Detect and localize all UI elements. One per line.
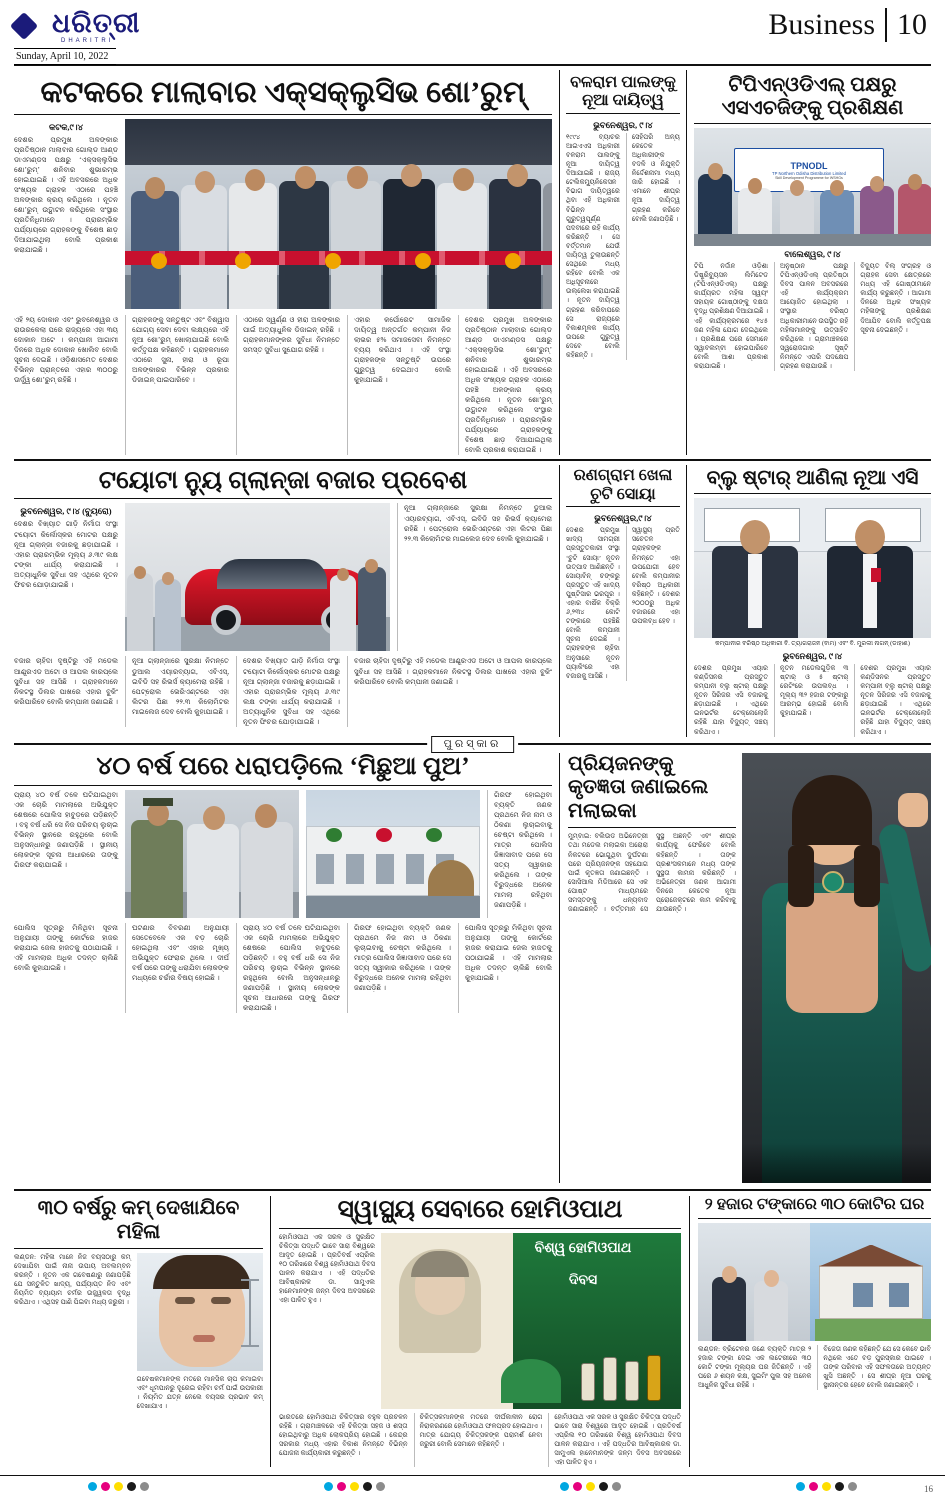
homeopathy-poster (381, 1233, 681, 1409)
blustar-col1: ଦେଶର ପ୍ରମୁଖ ଏୟାର କଣ୍ଡିସନର ପ୍ରସ୍ତୁତ କମ୍ପାନୀ ବ୍ଲୁ ଷ୍ଟାର୍ ପକ୍ଷରୁ ନୂତନ ସିରିଜର ଏସି ବଜାରକୁ ଛଡ଼ାଯାଇଛି । ଏଥିରେ ଇନଭର୍ଟର ଟେକ୍ନୋଲୋଜି ରହିଛି ଯାହା ବିଦ୍ୟୁତ୍ ସଞ୍ଚୟ କରିଥାଏ । (694, 664, 769, 736)
beauty-photo-face (137, 1253, 263, 1371)
dot-group-1 (88, 1482, 149, 1491)
second-zone (14, 465, 931, 736)
balaram-headline: ବଳରାମ ପାଲଙ୍କୁ ନୂଆ ଦାୟିତ୍ୱ (570, 74, 676, 110)
house-story (690, 1196, 931, 1468)
lead-dateline: କଟକ,୯।୪ (48, 121, 84, 132)
third-zone (14, 753, 931, 1183)
blustar-col2: ନୂତନ ମଡେଲଗୁଡ଼ିକ ୩ ଷ୍ଟାର୍ ଓ ୫ ଷ୍ଟାର୍ ରେଟିଂରେ ଉପଲବ୍ଧ । ମୂଲ୍ୟ ୩୨ ହଜାର ଟଙ୍କାରୁ ଆରମ୍ଭ ହୋଇଛି ବୋଲି କୁହାଯାଇଛି । (774, 664, 848, 737)
tpnodl-col3: ବିଦ୍ୟୁତ ବିଲ୍ ସଂଗ୍ରହ ଓ ଗ୍ରାହକ ସେବା କ୍ଷେତ୍ରରେ ମଧ୍ୟ ଏହି ଗୋଷ୍ଠୀମାନେ କାର୍ଯ୍ୟ କରୁଛନ୍ତି । ଆଗାମୀ ଦିନରେ ଅଧିକ ସଂଖ୍ୟକ ମହିଳାଙ୍କୁ ପ୍ରଶିକ୍ଷଣ ଦିଆଯିବ ବୋଲି କର୍ତ୍ତୃପକ୍ଷ ସୂଚନା ଦେଇଛନ୍ତି । (854, 262, 931, 371)
lead-photo-ribbon-cutting (125, 119, 552, 309)
lead-headline: କଟକରେ ମାଲାବାର ଏକ୍ସକ୍ଲୁସିଭ ଶୋ’ରୁମ୍ (40, 76, 526, 109)
homeopathy-poster-line1: ବିଶ୍ୱ ହୋମିଓପାଥ (534, 1240, 632, 1256)
dot-group-3 (560, 1482, 621, 1491)
malaika-photo (742, 753, 931, 1183)
tpnodl-col1: ଟିପି ନର୍ଦ୍ଦାନ ଓଡ଼ିଶା ଡିଷ୍ଟ୍ରିବ୍ୟୁସନ ଲିମିଟେଡ (ଟିପିଏନ୍ଓଡିଏଲ୍) ପକ୍ଷରୁ କାର୍ଯ୍ୟରତ ମହିଳା ସ୍ୱୟଂ ସହାୟକ ଗୋଷ୍ଠୀଙ୍କୁ ଦକ୍ଷତା ବୃଦ୍ଧି ପ୍ରଶିକ୍ଷଣ ଦିଆଯାଇଛି । ଏହି କାର୍ଯ୍ୟକ୍ରମରେ ୧୪୫ ଜଣ ମହିଳା ଯୋଗ ଦେଇଥିଲେ । ପ୍ରଶିକ୍ଷଣ ପରେ ସେମାନେ ସ୍ୱାବଲମ୍ବୀ ହୋଇପାରିବେ ବୋଲି ଆଶା ପ୍ରକାଶ କରାଯାଇଛି । (694, 263, 769, 371)
toyota-col2: ନୂଆ ଗ୍ଲାନ୍ଜାରେ ସୁରକ୍ଷା ନିମନ୍ତେ ଡୁଆଲ ଏୟାରବ୍ୟାଗ, ଏବିଏସ୍, ଇବିଡି ସହ ରିଭର୍ସ କ୍ୟାମେରା ରହିଛି । ପେଟ୍ରୋଲ ଭେରିଏଣ୍ଟରେ ଏହା ଲିଟର ପିଛା ୨୨.୩ କିଲୋମିଟର ମାଇଲେଜ ଦେବ ବୋଲି କୁହାଯାଇଛି । (397, 503, 552, 651)
thief-photo-building (306, 790, 480, 918)
ranagrama-col1: ଦେଶର ପ୍ରମୁଖ ଖାଦ୍ୟ ସାମଗ୍ରୀ ପ୍ରସ୍ତୁତକାରୀ ସଂସ୍ଥା ‘ଚୁଟି ସୋୟା’ ନୂତନ ଉତ୍ପାଦ ଆଣିଛନ୍ତି । ସୋୟାବିନ୍ ଚଙ୍କରୁ ପ୍ରସ୍ତୁତ ଏହି ଖାଦ୍ୟ ପୁଷ୍ଟିସାର ଭରପୂର । ଏହାର ବାର୍ଷିକ ବିକ୍ରି ୬,୨୩୪ କୋଟି ଟଙ୍କାରେ ପହଞ୍ଚିଛି ବୋଲି କମ୍ପାନୀ ସୂଚନା ଦେଇଛି । ଗ୍ରାହକଙ୍କ ଚାହିଦା ଅନୁସାରେ ନୂତନ ପ୍ୟାକିଂରେ ଏହା ବଜାରକୁ ଆସିଛି । (566, 527, 620, 680)
masthead-rule (14, 64, 931, 66)
logo-subtext: DHARITRI (61, 38, 114, 44)
house-photo (698, 1223, 931, 1341)
publication-date: Sunday, April 10, 2022 (14, 48, 116, 65)
homeopathy-headline: ସ୍ୱାସ୍ଥ୍ୟ ସେବାରେ ହୋମିଓପାଥ (337, 1195, 623, 1223)
malaika-headline: ପ୍ରିୟଜନଙ୍କୁ କୃତଜ୍ଞତା ଜଣାଇଲେ ମଲାଇକା (568, 752, 709, 822)
balaram-col1: ୧୯୯୪ ବ୍ୟାଚର ଆଇଏଏସ ଅଧିକାରୀ ବଳରାମ ପାଲଙ୍କୁ ନୂଆ ଦାୟିତ୍ୱ ଦିଆଯାଇଛି । ରାଜ୍ୟ ଟେଲିକମ୍ୟୁନିକେସନ ବିଭାଗ ଦାୟିତ୍ୱରେ ଥିବା ଏହି ଅଧିକାରୀ ବିଭିନ୍ନ ଗୁରୁତ୍ୱପୂର୍ଣ୍ଣ ପଦବୀରେ ରହି କାର୍ଯ୍ୟ କରିଛନ୍ତି । ସେ ବର୍ତ୍ତମାନ ଯେଉଁ ଦାୟିତ୍ୱ ତୁଲାଉଛନ୍ତି ସେଥିରେ ମଧ୍ୟ ରହିବେ ବୋଲି ଏକ ଅଧିସୂଚନାରେ ଉଲ୍ଲେଖ କରାଯାଇଛି । ନୂତନ ଦାୟିତ୍ୱ ଗ୍ରହଣ କରିବାପରେ ସେ ରାଜ୍ୟରେ ବିକାଶମୂଳକ କାର୍ଯ୍ୟ ଉପରେ ଗୁରୁତ୍ୱ ଦେବେ ବୋଲି କହିଛନ୍ତି । (566, 133, 620, 360)
toyota-col6: ବଜାର ଚାହିଦା ଦୃଷ୍ଟିରୁ ଏହି ମଡେଲ ଆଣ୍ଡ୍ରଏଡ ଅଟୋ ଓ ଆପଲ କାରପ୍ଲେ ସୁବିଧା ସହ ଆସିଛି । ଗ୍ରାହକମାନେ ନିକଟସ୍ଥ ଡିଲର ପାଖରେ ଏହାର ବୁକିଂ କରିପାରିବେ ବୋଲି କମ୍ପାନୀ ଜଣାଇଛି । (347, 656, 552, 726)
fourth-zone (14, 1196, 931, 1468)
toyota-col4: ନୂଆ ଗ୍ଲାନ୍ଜାରେ ସୁରକ୍ଷା ନିମନ୍ତେ ଡୁଆଲ ଏୟାରବ୍ୟାଗ, ଏବିଏସ୍, ଇବିଡି ସହ ରିଭର୍ସ କ୍ୟାମେରା ରହିଛି । ପେଟ୍ରୋଲ ଭେରିଏଣ୍ଟରେ ଏହା ଲିଟର ପିଛା ୨୨.୩ କିଲୋମିଟର ମାଇଲେଜ ଦେବ ବୋଲି କୁହାଯାଇଛି । (125, 656, 229, 726)
homeopathy-col3: ଚିକିତ୍ସକମାନଙ୍କ ମତରେ ଦୀର୍ଘକାଳୀନ ରୋଗ ନିରାକରଣରେ ହୋମିଓପାଥ ଫଳପ୍ରଦ ହୋଇଥାଏ । ମାତ୍ର ଯୋଗ୍ୟ ଚିକିତ୍ସକଙ୍କ ପରାମର୍ଶ ନେବା ଜରୁରୀ ବୋଲି ସେମାନେ କହିଛନ୍ତି । (414, 1413, 543, 1468)
toyota-photo-car (125, 503, 390, 651)
toyota-col5: ଦେଶର ବିଖ୍ୟାତ ଗାଡ଼ି ନିର୍ମାତା ସଂସ୍ଥା ଟୟୋଟା କିର୍ଲୋସ୍କର ମୋଟର ପକ୍ଷରୁ ନୂଆ ଗ୍ଲାନ୍ଜା ବଜାରକୁ ଛଡ଼ାଯାଇଛି । ଏହାର ପ୍ରାରମ୍ଭିକ ମୂଲ୍ୟ ୬.୩୯ ଲକ୍ଷ ଟଙ୍କା ଧାର୍ଯ୍ୟ କରାଯାଇଛି । ଅତ୍ୟାଧୁନିକ ସୁବିଧା ସହ ଏଥିରେ ନୂତନ ଫିଚର ଯୋଡ଼ାଯାଇଛି । (236, 656, 340, 726)
tpnodl-headline: ଟିପିଏନ୍ଓଡିଏଲ୍ ପକ୍ଷରୁ ଏସଏଚଜିଙ୍କୁ ପ୍ରଶିକ୍ଷଣ (721, 74, 904, 119)
ranagrama-headline: ରଣଗ୍ରାମ ଖେଳା ଚୁଟି ସୋୟା (573, 467, 673, 503)
house-col1: ଲଣ୍ଡନ: ବ୍ରିଟେନର ଜଣେ ବ୍ୟକ୍ତି ମାତ୍ର ୨ ହଜାର ଟଙ୍କା ଦେଇ ଏକ ଲଟେରୀରେ ୩୦ କୋଟି ଟଙ୍କା ମୂଲ୍ୟର ଘର ଜିତିଛନ୍ତି । ଏହି ଘରେ ୬ ଶୟନ କକ୍ଷ, ସୁଇମିଂ ପୁଲ ସହ ଅନେକ ଆଧୁନିକ ସୁବିଧା ରହିଛି । (698, 1345, 812, 1389)
toyota-headline: ଟୟୋଟା ନ୍ୟୁ ଗ୍ଲାନ୍ଜା ବଜାର ପ୍ରବେଶ (98, 467, 468, 495)
section-header (768, 8, 931, 42)
tpnodl-col2: ଅନୁଷ୍ଠାନ ପକ୍ଷରୁ ଟିପିଏନ୍ଓଡିଏଲ୍ ପ୍ରତିଷ୍ଠା ଦିବସ ପାଳନ ଅବସରରେ ଏହି କାର୍ଯ୍ୟକ୍ରମ ଆୟୋଜିତ ହୋଇଥିଲା । ସଂସ୍ଥାର ବରିଷ୍ଠ ଅଧିକାରୀମାନେ ଉପସ୍ଥିତ ରହି ମହିଳାମାନଙ୍କୁ ଉତ୍ସାହିତ କରିଥିଲେ । ଗ୍ରାମାଞ୍ଚଳରେ ସ୍ୱରୋଜଗାର ସୃଷ୍ଟି ନିମନ୍ତେ ଏପରି ପଦକ୍ଷେପ ଗ୍ରହଣ କରାଯାଉଛି । (774, 262, 848, 371)
toyota-col1: ଦେଶର ବିଖ୍ୟାତ ଗାଡ଼ି ନିର୍ମାତା ସଂସ୍ଥା ଟୟୋଟା କିର୍ଲୋସ୍କର ମୋଟର ପକ୍ଷରୁ ନୂଆ ଗ୍ଲାନ୍ଜା ବଜାରକୁ ଛଡ଼ାଯାଇଛି । ଏହାର ପ୍ରାରମ୍ଭିକ ମୂଲ୍ୟ ୬.୩୯ ଲକ୍ଷ ଟଙ୍କା ଧାର୍ଯ୍ୟ କରାଯାଇଛି । ଅତ୍ୟାଧୁନିକ ସୁବିଧା ସହ ଏଥିରେ ନୂତନ ଫିଚର ଯୋଡ଼ାଯାଇଛି । (14, 520, 118, 589)
thief-headline: ୪୦ ବର୍ଷ ପରେ ଧରାପଡ଼ିଲେ ‘ମିଛୁଆ ପୁଅ’ (96, 752, 470, 780)
homeopathy-story (270, 1196, 690, 1468)
balaram-dateline: ଭୁବନେଶ୍ୱର, ୯।୪ (593, 119, 653, 130)
lead-col2: ଏହି ୨ୟ ଦୋକାନ ଏବଂ ଭୁବନେଶ୍ୱର ଓ ରାଉରକେଲା ପରେ ରାଜ୍ୟରେ ଏହା ୩ୟ ଦୋକାନ ଅଟେ । କମ୍ପାନୀ ଆଗାମୀ ଦିନରେ ଅଧିକ ଦୋକାନ ଖୋଲିବ ବୋଲି ସୂଚନା ଦେଇଛି । ଓଡ଼ିଶାସମେତ ଦେଶର ବିଭିନ୍ନ ପ୍ରାନ୍ତରେ ଏହାର ୩୦୦ରୁ ଊର୍ଦ୍ଧ୍ୱ ଶୋ’ରୁମ୍ ରହିଛି । (14, 315, 118, 384)
page-number: 10 (897, 8, 927, 41)
beauty-story (14, 1196, 270, 1468)
thief-col3: ପୋଲିସ ସୂତ୍ରରୁ ମିଳିଥିବା ସୂଚନା ଅନୁଯାୟୀ ତାଙ୍କୁ କୋର୍ଟରେ ହାଜର କରାଯାଇ ଜେଲ ହାଜତକୁ ପଠାଯାଇଛି । ଏହି ମାମଲାର ଅଧିକ ତଦନ୍ତ ଚାଲିଛି ବୋଲି କୁହାଯାଇଛି । (14, 923, 118, 972)
balaram-story (559, 70, 687, 455)
beauty-headline: ୩୦ ବର୍ଷରୁ କମ୍ ଦେଖାଯିବେ ମହିଳା (37, 1196, 240, 1243)
malaika-story (559, 753, 931, 1183)
ranagrama-col2: ସ୍ୱାସ୍ଥ୍ୟ ପ୍ରତି ସଚେତନ ଗ୍ରାହକଙ୍କ ନିମନ୍ତେ ଏହା ଉପଯୋଗୀ ହେବ ବୋଲି କମ୍ପାନୀର ବରିଷ୍ଠ ଅଧିକାରୀ କହିଛନ୍ତି । ଦେଶର ୨୦୦୦ରୁ ଅଧିକ ବଜାରରେ ଏହା ଉପଲବ୍ଧ ହେବ । (626, 526, 680, 681)
house-headline: ୨ ହଜାର ଟଙ୍କାରେ ୩୦ କୋଟିର ଘର (704, 1195, 925, 1213)
tpnodl-banner-title: TPNODL (790, 160, 828, 171)
house-col2: ବିଜେତା ଜଣକ କହିଛନ୍ତି ଯେ ସେ କେବେ ଭାବି ନଥିଲେ ଏତେ ବଡ଼ ପୁରସ୍କାର ପାଇବେ । ତାଙ୍କ ପରିବାର ଏହି ସଫଳତାରେ ଅତ୍ୟନ୍ତ ଖୁସି ଅଛନ୍ତି । ସେ ଶୀଘ୍ର ନୂଆ ଘରକୁ ସ୍ଥାନାନ୍ତର ହେବେ ବୋଲି ଜଣାଇଛନ୍ତି । (817, 1345, 931, 1390)
awards-badge: ପୁରସ୍କାର (431, 736, 515, 753)
tpnodl-photo (694, 128, 931, 246)
print-registration-bar (0, 1475, 945, 1497)
lead-col6: ଦେଶର ପ୍ରମୁଖ ଅଳଙ୍କାର ପ୍ରତିଷ୍ଠାନ ମାଲାବାର ଗୋଲ୍ଡ ଆଣ୍ଡ ଡାଏମଣ୍ଡସ ପକ୍ଷରୁ ‘ଏକ୍ସକ୍ଲୁସିଭ ଶୋ’ରୁମ୍’ ଶନିବାର ଶୁଭାରମ୍ଭ ହୋଇଯାଇଛି । ଏହି ଅବସରରେ ଅଧିକ ସଂଖ୍ୟକ ଗ୍ରାହକ ଏଠାରେ ପହଞ୍ଚି ଅଳଙ୍କାର କ୍ରୟ କରିଥିଲେ । ନୂତନ ଶୋ’ରୁମ୍ ଉଦ୍ଘାଟନ କରିଥିଲେ ସଂସ୍ଥାର ପ୍ରତିନିଧିମାନେ । ପ୍ରାରମ୍ଭିକ ପର୍ଯ୍ୟାୟରେ ଗ୍ରାହକଙ୍କୁ ବିଶେଷ ଛାଡ଼ ଦିଆଯାଇଥିଲା ବୋଲି ପ୍ରକାଶ କରାଯାଇଛି । (458, 315, 552, 456)
thief-photo-police (125, 790, 299, 918)
top-zone (14, 70, 931, 455)
beauty-col1: ଲଣ୍ଡନ: ମହିଳା ମାନେ ନିଜ ବୟସଠାରୁ କମ୍ ଦେଖାଯିବା ପାଇଁ ନାନା ଉପାୟ ଅବଲମ୍ବନ କରନ୍ତି । ନୂତନ ଏକ ଗବେଷଣାରୁ ଜଣାପଡ଼ିଛି ଯେ ସନ୍ତୁଳିତ ଖାଦ୍ୟ, ପର୍ଯ୍ୟାପ୍ତ ନିଦ ଏବଂ ନିୟମିତ ବ୍ୟାୟାମ ଚର୍ମର ଉଜ୍ଜ୍ୱଳତା ବୃଦ୍ଧି କରିଥାଏ । ଏଥିସହ ପାଣି ପିଇବା ମଧ୍ୟ ଜରୁରୀ । (14, 1253, 131, 1307)
section-name: Business (768, 8, 875, 41)
thief-col5: ପ୍ରାୟ ୪୦ ବର୍ଷ ତଳେ ଘଟିଯାଇଥିବା ଏକ ଚୋରି ମାମଲାରେ ଅଭିଯୁକ୍ତ ଶେଷରେ ପୋଲିସ ହାବୁଡ଼ରେ ପଡ଼ିଛନ୍ତି । ବହୁ ବର୍ଷ ଧରି ସେ ନିଜ ପରିଚୟ ଲୁଚାଇ ବିଭିନ୍ନ ସ୍ଥାନରେ ରହୁଥିଲେ ବୋଲି ଅନୁସନ୍ଧାନରୁ ଜଣାପଡ଼ିଛି । ସ୍ଥାନୀୟ ଲୋକଙ୍କ ସୂଚନା ଆଧାରରେ ତାଙ୍କୁ ଗିରଫ କରାଯାଇଛି । (236, 923, 340, 1014)
masthead (14, 8, 931, 60)
beauty-col2: ଗବେଷକମାନଙ୍କ ମତରେ ମାନସିକ ଚାପ କମାଇବା ଏବଂ ଧୂମପାନରୁ ଦୂରେଇ ରହିବା ଚର୍ମ ପାଇଁ ଉପକାରୀ । ନିୟମିତ ଯତ୍ନ ନେଲେ ବୟସର ପ୍ରଭାବ କମ୍ ଦେଖାଯାଏ । (136, 1375, 263, 1410)
balaram-col2: ସେହିପରି ଅନ୍ୟ କେତେକ ଅଧିକାରୀଙ୍କ ବଦଳି ଓ ନିଯୁକ୍ତି ନିର୍ଦ୍ଦେଶନାମା ମଧ୍ୟ ଜାରି ହୋଇଛି । ଏମାନେ ଶୀଘ୍ର ନୂଆ ଦାୟିତ୍ୱ ଗ୍ରହଣ କରିବେ ବୋଲି ଜଣାପଡ଼ିଛି । (626, 133, 680, 360)
toyota-dateline: ଭୁବନେଶ୍ୱର, ୯।୪ (ବ୍ୟୁରୋ) (20, 506, 112, 517)
dot-group-4 (796, 1482, 857, 1491)
tpnodl-banner-sub: TP Northern Odisha Distribution Limited (772, 170, 846, 176)
lead-col5: ଏହାର କର୍ପୋରେଟ ସାମାଜିକ ଦାୟିତ୍ୱ ଅନ୍ତର୍ଗତ କମ୍ପାନୀ ନିଜ ଲାଭର ୫% ସମାଜସେବା ନିମନ୍ତେ ବ୍ୟୟ କରିଥାଏ । ଏହି ସଂସ୍ଥା ଗ୍ରାହକଙ୍କ ସନ୍ତୁଷ୍ଟି ଉପରେ ଗୁରୁତ୍ୱ ଦେଇଥାଏ ବୋଲି କୁହାଯାଇଛି । (347, 315, 451, 456)
blustar-col3: ଦେଶର ପ୍ରମୁଖ ଏୟାର କଣ୍ଡିସନର ପ୍ରସ୍ତୁତ କମ୍ପାନୀ ବ୍ଲୁ ଷ୍ଟାର୍ ପକ୍ଷରୁ ନୂତନ ସିରିଜର ଏସି ବଜାରକୁ ଛଡ଼ାଯାଇଛି । ଏଥିରେ ଇନଭର୍ଟର ଟେକ୍ନୋଲୋଜି ରହିଛି ଯାହା ବିଦ୍ୟୁତ୍ ସଞ୍ଚୟ କରିଥାଏ । (854, 664, 931, 737)
toyota-col3: ବଜାର ଚାହିଦା ଦୃଷ୍ଟିରୁ ଏହି ମଡେଲ ଆଣ୍ଡ୍ରଏଡ ଅଟୋ ଓ ଆପଲ କାରପ୍ଲେ ସୁବିଧା ସହ ଆସିଛି । ଗ୍ରାହକମାନେ ନିକଟସ୍ଥ ଡିଲର ପାଖରେ ଏହାର ବୁକିଂ କରିପାରିବେ ବୋଲି କମ୍ପାନୀ ଜଣାଇଛି । (14, 657, 118, 706)
ranagrama-dateline: ଭୁବନେଶ୍ୱର,୯।୪ (594, 513, 652, 524)
toyota-story (14, 465, 559, 736)
thief-col7: ପୋଲିସ ସୂତ୍ରରୁ ମିଳିଥିବା ସୂଚନା ଅନୁଯାୟୀ ତାଙ୍କୁ କୋର୍ଟରେ ହାଜର କରାଯାଇ ଜେଲ ହାଜତକୁ ପଠାଯାଇଛି । ଏହି ମାମଲାର ଅଧିକ ତଦନ୍ତ ଚାଲିଛି ବୋଲି କୁହାଯାଇଛି । (458, 923, 552, 1014)
blustar-story (687, 465, 931, 736)
thief-col4: ଘଟଣାର ବିବରଣୀ ଅନୁଯାୟୀ ସେତେବେଳେ ଏକ ବଡ଼ ଚୋରି ହୋଇଥିଲା ଏବଂ ଏହାର ମୂଖ୍ୟ ଅଭିଯୁକ୍ତ ଫେରାର ଥିଲେ । ଦୀର୍ଘ ବର୍ଷ ପରେ ତାଙ୍କୁ ଧରାଯିବା ଲୋକଙ୍କ ମଧ୍ୟରେ ଚର୍ଚ୍ଚାର ବିଷୟ ହୋଇଛି । (125, 923, 229, 1014)
lead-story (14, 70, 559, 455)
homeopathy-col1: ହୋମିଓପାଥ ଏକ ସରଳ ଓ ସୁରକ୍ଷିତ ଚିକିତ୍ସା ପଦ୍ଧତି ଭାବେ ସାରା ବିଶ୍ୱରେ ଆଦୃତ ହୋଇଛି । ପ୍ରତିବର୍ଷ ଏପ୍ରିଲ ୧୦ ତାରିଖରେ ବିଶ୍ୱ ହୋମିଓପାଥ ଦିବସ ପାଳନ କରାଯାଏ । ଏହି ପଦ୍ଧତିର ଆବିଷ୍କାରକ ଡା. ସାମୁଏଲ ହାନେମାନଙ୍କ ଜନ୍ମ ଦିବସ ଅବସରରେ ଏହା ପାଳିତ ହୁଏ । (279, 1233, 375, 1305)
thief-col6: ଗିରଫ ହୋଇଥିବା ବ୍ୟକ୍ତି ଜଣକ ପ୍ରଥମେ ନିଜ ନାମ ଓ ଠିକଣା ଲୁଚାଇବାକୁ ଚେଷ୍ଟା କରିଥିଲେ । ମାତ୍ର ପୋଲିସ ଜିଜ୍ଞାସାବାଦ ପରେ ସେ ସତ୍ୟ ସ୍ୱୀକାର କରିଥିଲେ । ତାଙ୍କ ବିରୁଦ୍ଧରେ ଅନେକ ମାମଲା ରହିଥିବା ଜଣାପଡ଼ିଛି । (347, 923, 451, 1014)
malaika-col1: ମୁମ୍ବାଇ: ବଲିଉଡ ଅଭିନେତ୍ରୀ ତଥା ମଡେଲ ମଲାଇକା ଅରୋରା ନିକଟରେ ଭୋଗୁଥିବା ଦୁର୍ଘଟଣା ପରେ ପ୍ରିୟଜନଙ୍କ ସହଯୋଗ ପାଇଁ କୃତଜ୍ଞତା ଜଣାଇଛନ୍ତି । ସୋସିଆଲ ମିଡିଆରେ ସେ ଏକ ପୋଷ୍ଟ ମାଧ୍ୟମରେ ସମସ୍ତଙ୍କୁ ଧନ୍ୟବାଦ ଜଣାଇଛନ୍ତି । ବର୍ତ୍ତମାନ ସେ ସୁସ୍ଥ ଅଛନ୍ତି ଏବଂ ଶୀଘ୍ର କାର୍ଯ୍ୟକୁ ଫେରିବେ ବୋଲି କହିଛନ୍ତି । ତାଙ୍କ ପ୍ରଶଂସକମାନେ ମଧ୍ୟ ତାଙ୍କ ସୁସ୍ଥତା କାମନା କରିଛନ୍ତି । ଅଭିନେତ୍ରୀ ଜଣକ ଆଗାମୀ ଦିନରେ କେତେକ ନୂଆ ପ୍ରୋଜେକ୍ଟରେ କାମ କରିବାକୁ ଯାଉଛନ୍ତି । (568, 833, 736, 914)
tpnodl-story (687, 70, 931, 455)
thief-col2: ଗିରଫ ହୋଇଥିବା ବ୍ୟକ୍ତି ଜଣକ ପ୍ରଥମେ ନିଜ ନାମ ଓ ଠିକଣା ଲୁଚାଇବାକୁ ଚେଷ୍ଟା କରିଥିଲେ । ମାତ୍ର ପୋଲିସ ଜିଜ୍ଞାସାବାଦ ପରେ ସେ ସତ୍ୟ ସ୍ୱୀକାର କରିଥିଲେ । ତାଙ୍କ ବିରୁଦ୍ଧରେ ଅନେକ ମାମଲା ରହିଥିବା ଜଣାପଡ଼ିଛି । (487, 790, 552, 918)
lead-col1: ଦେଶର ପ୍ରମୁଖ ଅଳଙ୍କାର ପ୍ରତିଷ୍ଠାନ ମାଲାବାର ଗୋଲ୍ଡ ଆଣ୍ଡ ଡାଏମଣ୍ଡସ ପକ୍ଷରୁ ‘ଏକ୍ସକ୍ଲୁସିଭ ଶୋ’ରୁମ୍’ ଶନିବାର ଶୁଭାରମ୍ଭ ହୋଇଯାଇଛି । ଏହି ଅବସରରେ ଅଧିକ ସଂଖ୍ୟକ ଗ୍ରାହକ ଏଠାରେ ପହଞ୍ଚି ଅଳଙ୍କାର କ୍ରୟ କରିଥିଲେ । ନୂତନ ଶୋ’ରୁମ୍ ଉଦ୍ଘାଟନ କରିଥିଲେ ସଂସ୍ଥାର ପ୍ରତିନିଧିମାନେ । ପ୍ରାରମ୍ଭିକ ପର୍ଯ୍ୟାୟରେ ଗ୍ରାହକଙ୍କୁ ବିଶେଷ ଛାଡ଼ ଦିଆଯାଇଥିଲା ବୋଲି ପ୍ରକାଶ କରାଯାଇଛି । (14, 135, 118, 255)
blustar-caption: କମ୍ପାନୀର ବରିଷ୍ଠ ଅଧିକାରୀ ବି. ତ୍ୟାଗରାଜନ (ବାମ) ଏବଂ ବି. ମୁରଲୀ ନାଗନ୍ (ଡାହାଣ) (715, 639, 910, 647)
blustar-photo (694, 498, 931, 638)
logo-text: ଧରିତ୍ରୀ (52, 8, 141, 38)
thief-story (14, 753, 559, 1183)
blustar-dateline: ଭୁବନେଶ୍ୱର, ୯।୪ (782, 650, 843, 661)
lead-col4: ଏଠାରେ ସ୍ୱର୍ଣ୍ଣ ଓ ହୀରା ଅଳଙ୍କାର ପାଇଁ ଅତ୍ୟାଧୁନିକ ଡିଜାଇନ୍ ରହିଛି । ଗ୍ରାହକମାନଙ୍କର ସୁବିଧା ନିମନ୍ତେ ସମସ୍ତ ସୁବିଧା ସୁଯୋଗ ରହିଛି । (236, 315, 340, 456)
logo-block (14, 8, 146, 65)
footer-page-number: 16 (924, 1484, 933, 1494)
homeopathy-col2: ଭାରତରେ ହୋମିଓପାଥ ଚିକିତ୍ସାର ବହୁଳ ପ୍ରଚଳନ ରହିଛି । ଗ୍ରାମାଞ୍ଚଳରେ ଏହି ଚିକିତ୍ସା ସହଜ ଓ ଶସ୍ତା ହୋଇଥିବାରୁ ଅଧିକ ଲୋକପ୍ରିୟ ହୋଇଛି । କେନ୍ଦ୍ର ସରକାର ମଧ୍ୟ ଏହାର ବିକାଶ ନିମନ୍ତେ ବିଭିନ୍ନ ଯୋଜନା କାର୍ଯ୍ୟକାରୀ କରୁଛନ୍ତି । (279, 1413, 408, 1457)
dot-group-2 (324, 1482, 385, 1491)
tpnodl-dateline: ବାଲେଶ୍ୱର, ୯।୪ (784, 249, 841, 259)
homeopathy-col4: ହୋମିଓପାଥ ଏକ ସରଳ ଓ ସୁରକ୍ଷିତ ଚିକିତ୍ସା ପଦ୍ଧତି ଭାବେ ସାରା ବିଶ୍ୱରେ ଆଦୃତ ହୋଇଛି । ପ୍ରତିବର୍ଷ ଏପ୍ରିଲ ୧୦ ତାରିଖରେ ବିଶ୍ୱ ହୋମିଓପାଥ ଦିବସ ପାଳନ କରାଯାଏ । ଏହି ପଦ୍ଧତିର ଆବିଷ୍କାରକ ଡା. ସାମୁଏଲ ହାନେମାନଙ୍କ ଜନ୍ମ ଦିବସ ଅବସରରେ ଏହା ପାଳିତ ହୁଏ । (548, 1413, 681, 1468)
homeopathy-poster-line2: ଦିବସ (568, 1272, 598, 1288)
thief-col1: ପ୍ରାୟ ୪୦ ବର୍ଷ ତଳେ ଘଟିଯାଇଥିବା ଏକ ଚୋରି ମାମଲାରେ ଅଭିଯୁକ୍ତ ଶେଷରେ ପୋଲିସ ହାବୁଡ଼ରେ ପଡ଼ିଛନ୍ତି । ବହୁ ବର୍ଷ ଧରି ସେ ନିଜ ପରିଚୟ ଲୁଚାଇ ବିଭିନ୍ନ ସ୍ଥାନରେ ରହୁଥିଲେ ବୋଲି ଅନୁସନ୍ଧାନରୁ ଜଣାପଡ଼ିଛି । ସ୍ଥାନୀୟ ଲୋକଙ୍କ ସୂଚନା ଆଧାରରେ ତାଙ୍କୁ ଗିରଫ କରାଯାଇଛି । (14, 790, 118, 870)
awards-strip (14, 737, 931, 750)
section-divider (885, 8, 887, 42)
blustar-headline: ବ୍ଲୁ ଷ୍ଟାର୍ ଆଣିଲା ନୂଆ ଏସି (706, 467, 919, 490)
lead-col3: ଗ୍ରାହକଙ୍କୁ ସନ୍ତୁଷ୍ଟ ଏବଂ ବିଶ୍ୱାସ ଯୋଗ୍ୟ ସେବା ଦେବା ଲକ୍ଷ୍ୟରେ ଏହି ନୂଆ ଶୋ’ରୁମ୍ ଖୋଲାଯାଇଛି ବୋଲି କର୍ତ୍ତୃପକ୍ଷ କହିଛନ୍ତି । ଗ୍ରାହକମାନେ ଏଠାରେ ସୁନା, ହୀରା ଓ ରୂପା ଅଳଙ୍କାରର ବିଭିନ୍ନ ପ୍ରକାର ଡିଜାଇନ୍ ପାଇପାରିବେ । (125, 315, 229, 456)
ranagrama-story (559, 465, 687, 736)
tpnodl-banner-sub2: Skill Development Programme for WSHGs (775, 175, 843, 180)
